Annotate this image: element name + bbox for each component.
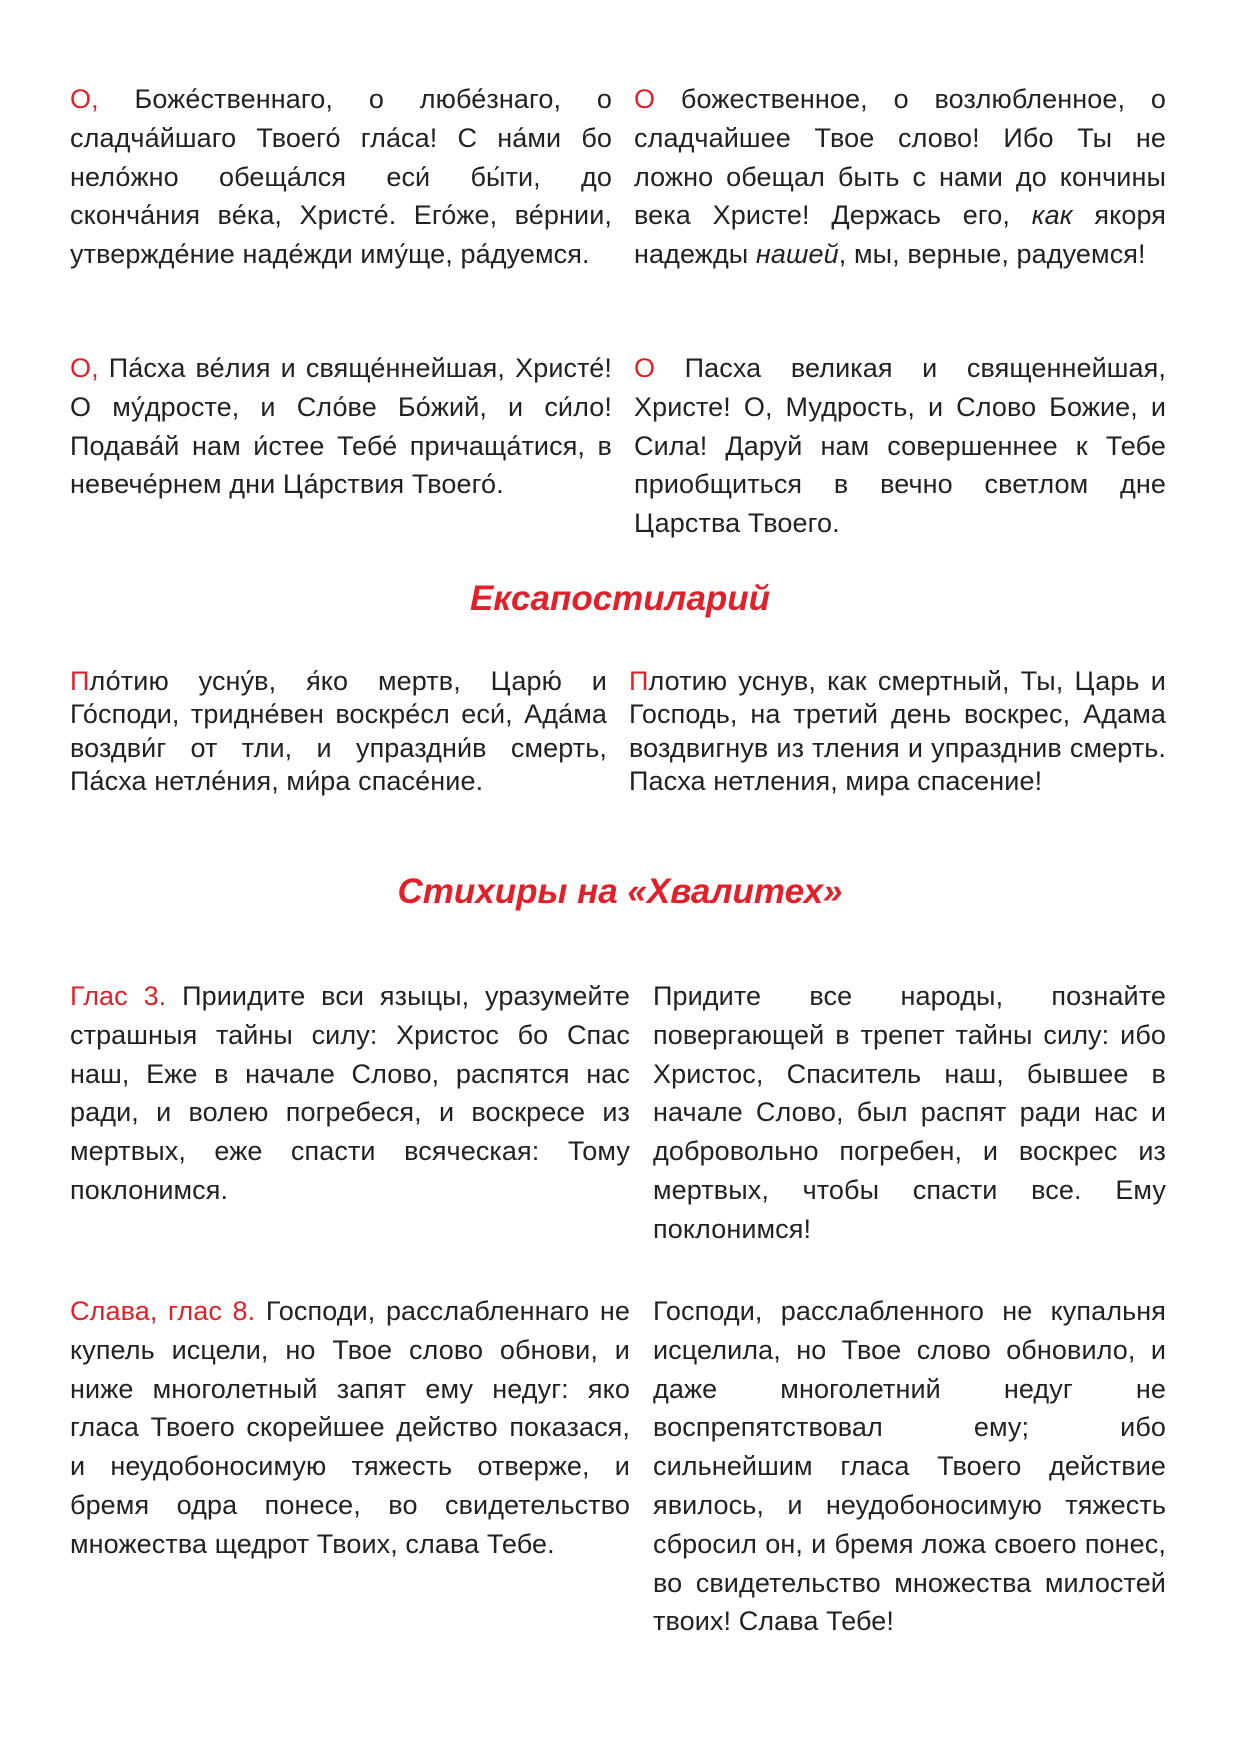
verse-lead: О (634, 353, 656, 383)
tone-label: Глас 3. (70, 981, 167, 1011)
russian-translation-text (634, 80, 1166, 274)
verse-lead: П (70, 666, 90, 696)
verse-lead: П (629, 666, 649, 696)
verse-body: Боже́ственнаго, о любе́знаго, о сладча́йшаго Твоего́ гла́са! С на́ми бо нело́жно обеща́лся еси́ бы́ти, до сконча́ния ве́ка, Христе́. Его́же, ве́рнии, утвержде́ние наде́жди иму́ще, ра́дуемся. (70, 84, 612, 270)
church-slavonic-text (70, 1292, 630, 1564)
verse-lead: О, (70, 353, 99, 383)
verse-body: Господи, расслабленного не купальня исцелила, но Твое слово обновило, и даже многолетний недуг не воспрепятствовал ему; ибо сильнейшим гласа Твоего действие явилось, и неудобоносимую тяжесть сбросил он, и бремя ложа своего понес, во свидетельство множества милостей твоих! Слава Тебе! (653, 1296, 1166, 1637)
verse-body: Приидите вси языцы, уразумейте страшныя тайны силу: Христос бо Спас наш, Еже в начале Слово, распятся нас ради, и волею погребеся, и воскресе из мертвых, еже спасти всяческая: Тому поклонимся. (70, 981, 630, 1205)
section-heading: Ексапостиларий (469, 579, 771, 618)
verse-pair-1 (0, 80, 1240, 300)
italic-insertion: нашей (755, 239, 839, 270)
verse-pair-2 (0, 349, 1240, 549)
verse-lead: О, (70, 84, 99, 114)
italic-insertion: как (1031, 200, 1073, 231)
verse-body: ло́тию усну́в, я́ко мертв, Царю́ и Го́споди, тридне́вен воскре́сл еси́, Ада́ма воздви́г от тли, и упраздни́в смерть, Па́сха нетле́ния, ми́ра спасе́ние. (70, 666, 607, 797)
section-heading: Стихиры на «Хвалитех» (397, 872, 843, 911)
verse-body: лотию уснув, как смертный, Ты, Царь и Господь, на третий день воскрес, Адама воздвигнув из тления и упразднив смерть. Пасха нетления, мира спасение! (629, 666, 1166, 797)
tone-label: Слава, глас 8. (70, 1296, 256, 1326)
church-slavonic-text (70, 665, 607, 799)
verse-pair-4 (0, 977, 1240, 1247)
verse-pair-3 (0, 665, 1240, 845)
russian-translation-text (629, 665, 1166, 799)
verse-body: Господи, расслабленнаго не купель исцели, но Твое слово обнови, и ниже многолетный запят ему недуг: яко гласа Твоего скорейшее действо показася, и неудобоносимую тяжесть отверже, и бремя одра понесе, во свидетельство множества щедрот Твоих, слава Тебе. (70, 1296, 630, 1559)
church-slavonic-text (70, 349, 612, 504)
verse-pair-5 (0, 1292, 1240, 1642)
verse-body: Придите все народы, познайте повергающей в трепет тайны силу: ибо Христос, Спаситель наш, бывшее в начале Слово, был распят ради нас и добровольно погребен, и воскрес из мертвых, чтобы спасти все. Ему поклонимся! (653, 981, 1166, 1244)
russian-translation-text (653, 977, 1166, 1249)
verse-body: , мы, верные, радуемся! (838, 239, 1146, 270)
verse-body: Па́сха ве́лия и свяще́ннейшая, Христе́! О му́дросте, и Сло́ве Бо́жий, и си́ло! Подава́й нам и́стее Тебе́ причаща́тися, в невече́рнем дни Ца́рствия Твоего́. (70, 353, 612, 500)
verse-body: якоря надежды (634, 200, 1167, 270)
verse-body: Пасха великая и священнейшая, Христе! О, Мудрость, и Слово Божие, и Сила! Даруй нам совершеннее к Тебе приобщиться в вечно светлом дне Царства Твоего. (634, 353, 1166, 539)
verse-lead: О (634, 84, 656, 114)
verse-body: божественное, о возлюбленное, о сладчайшее Твое слово! Ибо Ты не ложно обещал быть с нами до кончины века Христе! Держась его, (634, 84, 1166, 231)
russian-translation-text (634, 349, 1166, 543)
church-slavonic-text (70, 80, 612, 274)
church-slavonic-text (70, 977, 630, 1210)
russian-translation-text (653, 1292, 1166, 1641)
